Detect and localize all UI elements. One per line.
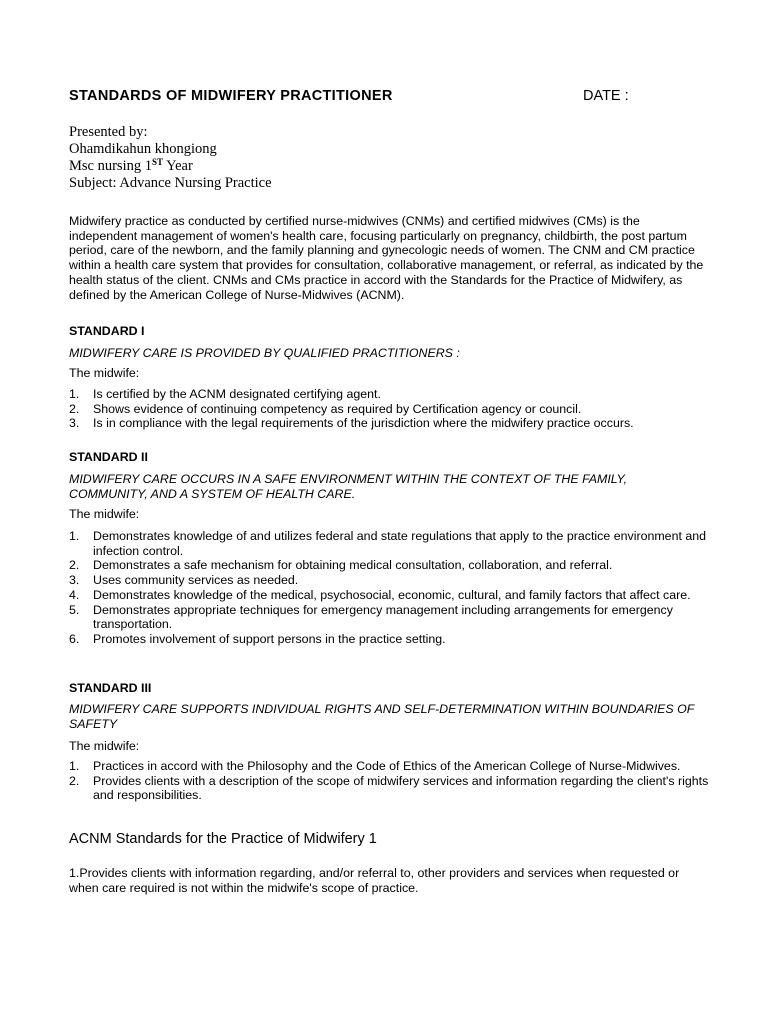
list-item <box>69 774 709 803</box>
standard-3-heading: STANDARD III <box>69 681 152 695</box>
list-text: Practices in accord with the Philosophy and the Code of Ethics of the American College of Nurse-Midwives. <box>93 759 681 773</box>
date-label: DATE : <box>583 88 629 104</box>
list-text: Uses community services as needed. <box>93 573 299 588</box>
presented-by-label: Presented by: <box>69 124 148 140</box>
standard-2-subtitle: MIDWIFERY CARE OCCURS IN A SAFE ENVIRONMENT WITHIN THE CONTEXT OF THE FAMILY, COMMUNITY, AND A SYSTEM OF HEALTH CARE. <box>69 472 628 501</box>
list-item <box>69 558 709 573</box>
list-number: 1. <box>69 759 80 773</box>
intro-paragraph: Midwifery practice as conducted by certified nurse-midwives (CNMs) and certified midwives (CMs) is the independent management of women's health care, focusing particularly on pregnancy, childbirth, the post partum period, care of the newborn, and the family planning and gynecologic needs of women. The CNM and CM practice within a health care system that provides for consultation, collaborative management, or referral, as indicated by the health status of the client. CNMs and CMs practice in accord with the Standards for the Practice of Midwifery, as defined by the American College of Nurse-Midwives (ACNM). <box>69 214 704 302</box>
course-suffix: Year <box>163 158 193 174</box>
list-number: 2. <box>69 558 80 573</box>
list-item <box>69 759 709 774</box>
standard-1-heading: STANDARD I <box>69 324 145 338</box>
list-number: 2. <box>69 401 80 416</box>
list-item <box>69 603 709 632</box>
document-title: STANDARDS OF MIDWIFERY PRACTITIONER <box>69 88 393 104</box>
presenter-name: Ohamdikahun khongiong <box>69 141 217 157</box>
acnm-section-heading: ACNM Standards for the Practice of Midwifery 1 <box>69 831 377 847</box>
list-item <box>69 387 709 402</box>
standard-3-list <box>69 759 709 803</box>
presenter-block <box>69 124 272 192</box>
standard-3-subtitle: MIDWIFERY CARE SUPPORTS INDIVIDUAL RIGHTS AND SELF-DETERMINATION WITHIN BOUNDARIES OF SAFETY <box>69 702 695 731</box>
standard-3-lead: The midwife: <box>69 739 140 753</box>
list-number: 1. <box>69 387 80 401</box>
list-number: 3. <box>69 416 80 431</box>
list-text: Promotes involvement of support persons in the practice setting. <box>93 631 446 646</box>
list-text: Provides clients with a description of the scope of midwifery services and information regarding the client's rights and responsibilities. <box>93 773 709 803</box>
standard-2-lead: The midwife: <box>69 507 140 521</box>
course-superscript: ST <box>151 157 163 167</box>
list-item <box>69 416 709 431</box>
list-item <box>69 588 709 603</box>
list-text: Is in compliance with the legal requirements of the jurisdiction where the midwifery practice occurs. <box>93 416 634 431</box>
list-item <box>69 632 709 647</box>
standard-1-lead: The midwife: <box>69 366 140 380</box>
list-item <box>69 402 709 417</box>
list-number: 1. <box>69 529 80 543</box>
standard-2-list <box>69 529 709 647</box>
subject-line: Subject: Advance Nursing Practice <box>69 175 272 191</box>
list-text: Is certified by the ACNM designated certifying agent. <box>93 387 381 401</box>
standard-1-list <box>69 387 709 431</box>
list-text: Demonstrates knowledge of and utilizes federal and state regulations that apply to the practice environment and infection control. <box>93 529 707 558</box>
course-prefix: Msc nursing 1 <box>69 158 152 174</box>
list-text: Demonstrates appropriate techniques for emergency management including arrangements for emergency transportation. <box>93 602 673 632</box>
list-number: 2. <box>69 773 80 788</box>
list-number: 5. <box>69 602 80 617</box>
list-item <box>69 529 709 558</box>
list-text: Shows evidence of continuing competency as required by Certification agency or council. <box>93 401 582 416</box>
list-text: Demonstrates a safe mechanism for obtaining medical consultation, collaboration, and referral. <box>93 558 613 573</box>
list-text: Demonstrates knowledge of the medical, psychosocial, economic, cultural, and family factors that affect care. <box>93 587 691 602</box>
course-line <box>69 158 272 175</box>
acnm-paragraph: 1.Provides clients with information regarding, and/or referral to, other providers and services when requested or when care required is not within the midwife's scope of practice. <box>69 866 680 895</box>
list-item <box>69 573 709 588</box>
list-number: 3. <box>69 573 80 588</box>
list-number: 4. <box>69 587 80 602</box>
standard-2-heading: STANDARD II <box>69 450 148 464</box>
list-number: 6. <box>69 631 80 646</box>
standard-1-subtitle: MIDWIFERY CARE IS PROVIDED BY QUALIFIED PRACTITIONERS : <box>69 346 460 360</box>
